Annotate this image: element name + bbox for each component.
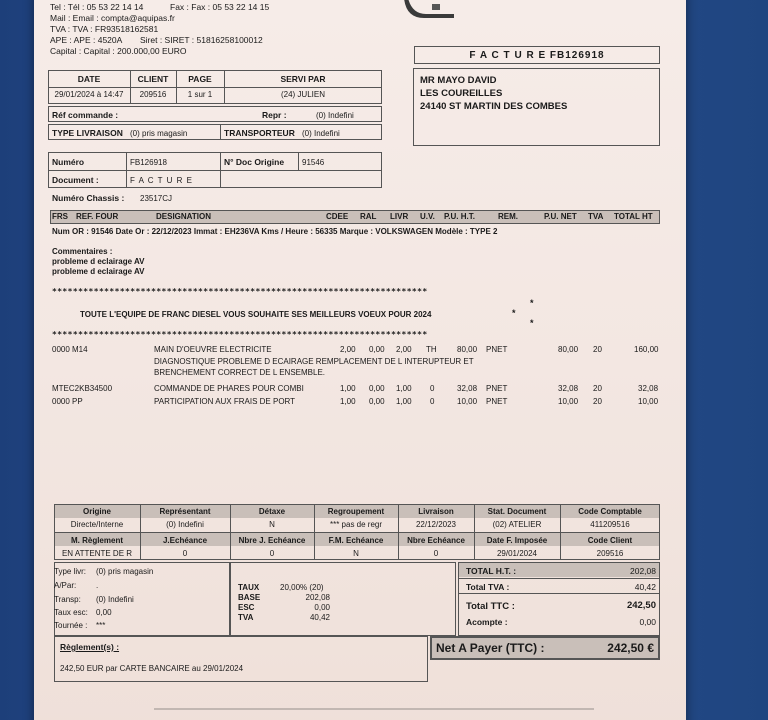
transp-value: (0) Indefini xyxy=(96,595,134,604)
nbre-echeance-value: 0 xyxy=(433,549,439,558)
col-ref-four: REF. FOUR xyxy=(76,212,119,221)
repr-value: (0) Indefini xyxy=(316,111,354,120)
reglement-mode-label: M. Règlement xyxy=(70,536,123,545)
tax-box xyxy=(230,562,456,636)
net-a-payer-label: Net A Payer (TTC) : xyxy=(436,641,545,655)
total-ht-label: TOTAL H.T. : xyxy=(466,566,517,576)
total-ttc-value: 242,50 xyxy=(626,600,656,611)
numero-label: Numéro xyxy=(52,157,85,167)
line-item: MTEC2KB34500 COMMANDE DE PHARES POUR COMBI 1,00 0,00 1,00 0 32,08 PNET 32,08 20 32,08 xyxy=(52,384,659,393)
base-label: BASE xyxy=(238,593,261,602)
doc-origine-value: 91546 xyxy=(302,158,325,167)
acompte-label: Acompte : xyxy=(466,617,508,627)
client-street: LES COUREILLES xyxy=(420,88,503,99)
or-line: Num OR : 91546 Date Or : 22/12/2023 Immat : EH236VA Kms / Heure : 56335 Marque : VOLKSWAGEN Modèle : TYPE 2 xyxy=(52,227,498,236)
company-capital: Capital : Capital : 200.000,00 EURO xyxy=(50,46,187,56)
origine-label: Origine xyxy=(82,507,111,516)
client-name: MR MAYO DAVID xyxy=(420,75,497,86)
reglements-label: Règlement(s) : xyxy=(60,642,120,652)
code-client-label: Code Client xyxy=(587,536,633,545)
invoice-date: 29/01/2024 à 14:47 xyxy=(54,90,124,99)
company-ape: APE : APE : 4520A xyxy=(50,35,123,45)
representant-label: Représentant xyxy=(159,507,211,516)
total-ttc-label: Total TTC : xyxy=(466,601,515,612)
page-value: 1 sur 1 xyxy=(187,90,213,99)
client-number: 209516 xyxy=(139,90,167,99)
type-livraison-label: TYPE LIVRAISON xyxy=(52,128,123,138)
representant-value: (0) Indefini xyxy=(166,520,204,529)
transporteur-value: (0) Indefini xyxy=(302,129,340,138)
detaxe-label: Détaxe xyxy=(258,507,286,516)
code-comptable-label: Code Comptable xyxy=(578,507,642,516)
col-rem: REM. xyxy=(498,212,518,221)
repr-label: Repr : xyxy=(262,110,287,120)
line-item: DIAGNOSTIQUE PROBLEME D ECAIRAGE REMPLACEMENT DE L INTERUPTEUR ET xyxy=(154,357,474,366)
line-item: 0000 M14 MAIN D'OEUVRE ELECTRICITE 2,00 0,00 2,00 TH 80,00 PNET 80,00 20 160,00 xyxy=(52,345,659,354)
col-ral: RAL xyxy=(360,212,377,221)
detaxe-value: N xyxy=(269,520,275,529)
col-frs: FRS xyxy=(52,212,68,221)
type-livraison-value: (0) pris magasin xyxy=(130,129,188,138)
reglement-mode-value: EN ATTENTE DE R xyxy=(61,549,133,558)
comment-line-1: probleme d eclairage AV xyxy=(52,257,145,266)
tva-value: 40,42 xyxy=(309,613,330,622)
comments-label: Commentaires : xyxy=(52,247,113,256)
col-total-ht: TOTAL HT xyxy=(614,212,653,221)
star-right-3: * xyxy=(530,318,534,328)
livraison-value: 22/12/2023 xyxy=(415,520,457,529)
star-right-2: * xyxy=(512,308,516,318)
tournee-value: *** xyxy=(96,621,106,630)
page-label: PAGE xyxy=(188,74,212,84)
invoice-title: F A C T U R E FB126918 xyxy=(469,50,605,61)
tournee-label: Tournée : xyxy=(54,621,88,630)
document-label: Document : xyxy=(52,175,99,185)
col-cdee: CDEE xyxy=(326,212,349,221)
total-tva-label: Total TVA : xyxy=(466,582,510,592)
company-tva: TVA : TVA : FR93518162581 xyxy=(50,24,159,34)
document-value: F A C T U R E xyxy=(130,176,193,185)
regroupement-value: *** pas de regr xyxy=(329,520,383,529)
fm-echeance-value: N xyxy=(353,549,359,558)
total-tva-value: 40,42 xyxy=(634,582,656,592)
stat-document-value: (02) ATELIER xyxy=(492,520,542,529)
date-imposee-label: Date F. Imposée xyxy=(486,536,548,545)
company-tel: Tel : Tél : 05 53 22 14 14 xyxy=(50,2,144,12)
taux-value: 20,00% (20) xyxy=(280,583,324,592)
company-siret: Siret : SIRET : 51816258100012 xyxy=(140,35,263,45)
company-fax: Fax : Fax : 05 53 22 14 15 xyxy=(170,2,270,12)
company-logo xyxy=(404,0,458,20)
stars-top: ************************************************************************ xyxy=(52,287,428,296)
base-value: 202,08 xyxy=(305,593,330,602)
acompte-value: 0,00 xyxy=(639,617,656,627)
ref-commande-label: Réf commande : xyxy=(52,110,119,120)
client-label: CLIENT xyxy=(137,74,169,84)
apar-label: A/Par: xyxy=(54,581,77,590)
chassis-label: Numéro Chassis : xyxy=(52,193,125,203)
livraison-label: Livraison xyxy=(418,507,454,516)
origine-value: Directe/Interne xyxy=(70,520,124,529)
col-livr: LIVR xyxy=(390,212,409,221)
company-mail: Mail : Email : compta@aquipas.fr xyxy=(50,13,175,23)
reglement-value: 242,50 EUR par CARTE BANCAIRE au 29/01/2024 xyxy=(60,664,244,673)
nbre-echeance-label: Nbre Echéance xyxy=(407,536,465,545)
numero-value: FB126918 xyxy=(130,158,167,167)
j-echeance-value: 0 xyxy=(182,549,188,558)
code-client-value: 209516 xyxy=(596,549,624,558)
invoice-paper xyxy=(34,0,686,720)
taux-esc-label: Taux esc: xyxy=(54,608,88,617)
col-uv: U.V. xyxy=(420,212,435,221)
star-right-1: * xyxy=(530,298,534,308)
col-pu-net: P.U. NET xyxy=(544,212,577,221)
taux-label: TAUX xyxy=(238,583,260,592)
comment-line-2: probleme d eclairage AV xyxy=(52,267,145,276)
fm-echeance-label: F.M. Echéance xyxy=(328,536,384,545)
col-tva: TVA xyxy=(588,212,604,221)
tva-label: TVA xyxy=(238,613,254,622)
type-livr-label: Type livr: xyxy=(54,567,87,576)
transp-label: Transp: xyxy=(54,595,81,604)
voeux-text: TOUTE L'EQUIPE DE FRANC DIESEL VOUS SOUHAITE SES MEILLEURS VOEUX POUR 2024 xyxy=(80,310,432,319)
code-comptable-value: 411209516 xyxy=(590,520,630,529)
esc-label: ESC xyxy=(238,603,255,612)
date-imposee-value: 29/01/2024 xyxy=(496,549,538,558)
legal-text-fragment xyxy=(154,708,594,710)
esc-value: 0,00 xyxy=(314,603,330,612)
stars-bottom: ************************************************************************ xyxy=(52,330,428,339)
date-label: DATE xyxy=(77,74,101,84)
doc-origine-label: N° Doc Origine xyxy=(224,157,285,167)
j-echeance-label: J.Echéance xyxy=(162,536,208,545)
type-livr-value: (0) pris magasin xyxy=(96,567,154,576)
stat-document-label: Stat. Document xyxy=(487,507,547,516)
col-pu-ht: P.U. H.T. xyxy=(444,212,475,221)
apar-value: . xyxy=(96,581,99,590)
net-a-payer-value: 242,50 € xyxy=(607,641,654,655)
line-item: BRENCHEMENT CORRECT DE L ENSEMBLE. xyxy=(154,368,325,377)
line-item: 0000 PP PARTICIPATION AUX FRAIS DE PORT 1,00 0,00 1,00 0 10,00 PNET 10,00 20 10,00 xyxy=(52,397,659,406)
chassis-value: 23517CJ xyxy=(140,194,173,203)
nbre-j-echeance-value: 0 xyxy=(269,549,275,558)
client-city: 24140 ST MARTIN DES COMBES xyxy=(420,101,568,112)
col-designation: DESIGNATION xyxy=(156,212,211,221)
transporteur-label: TRANSPORTEUR xyxy=(224,128,295,138)
total-ht-value: 202,08 xyxy=(630,566,656,576)
servi-value: (24) JULIEN xyxy=(280,90,325,99)
taux-esc-value: 0,00 xyxy=(96,608,112,617)
servi-label: SERVI PAR xyxy=(280,74,326,84)
regroupement-label: Regroupement xyxy=(327,507,385,516)
nbre-j-echeance-label: Nbre J. Echéance xyxy=(238,536,306,545)
